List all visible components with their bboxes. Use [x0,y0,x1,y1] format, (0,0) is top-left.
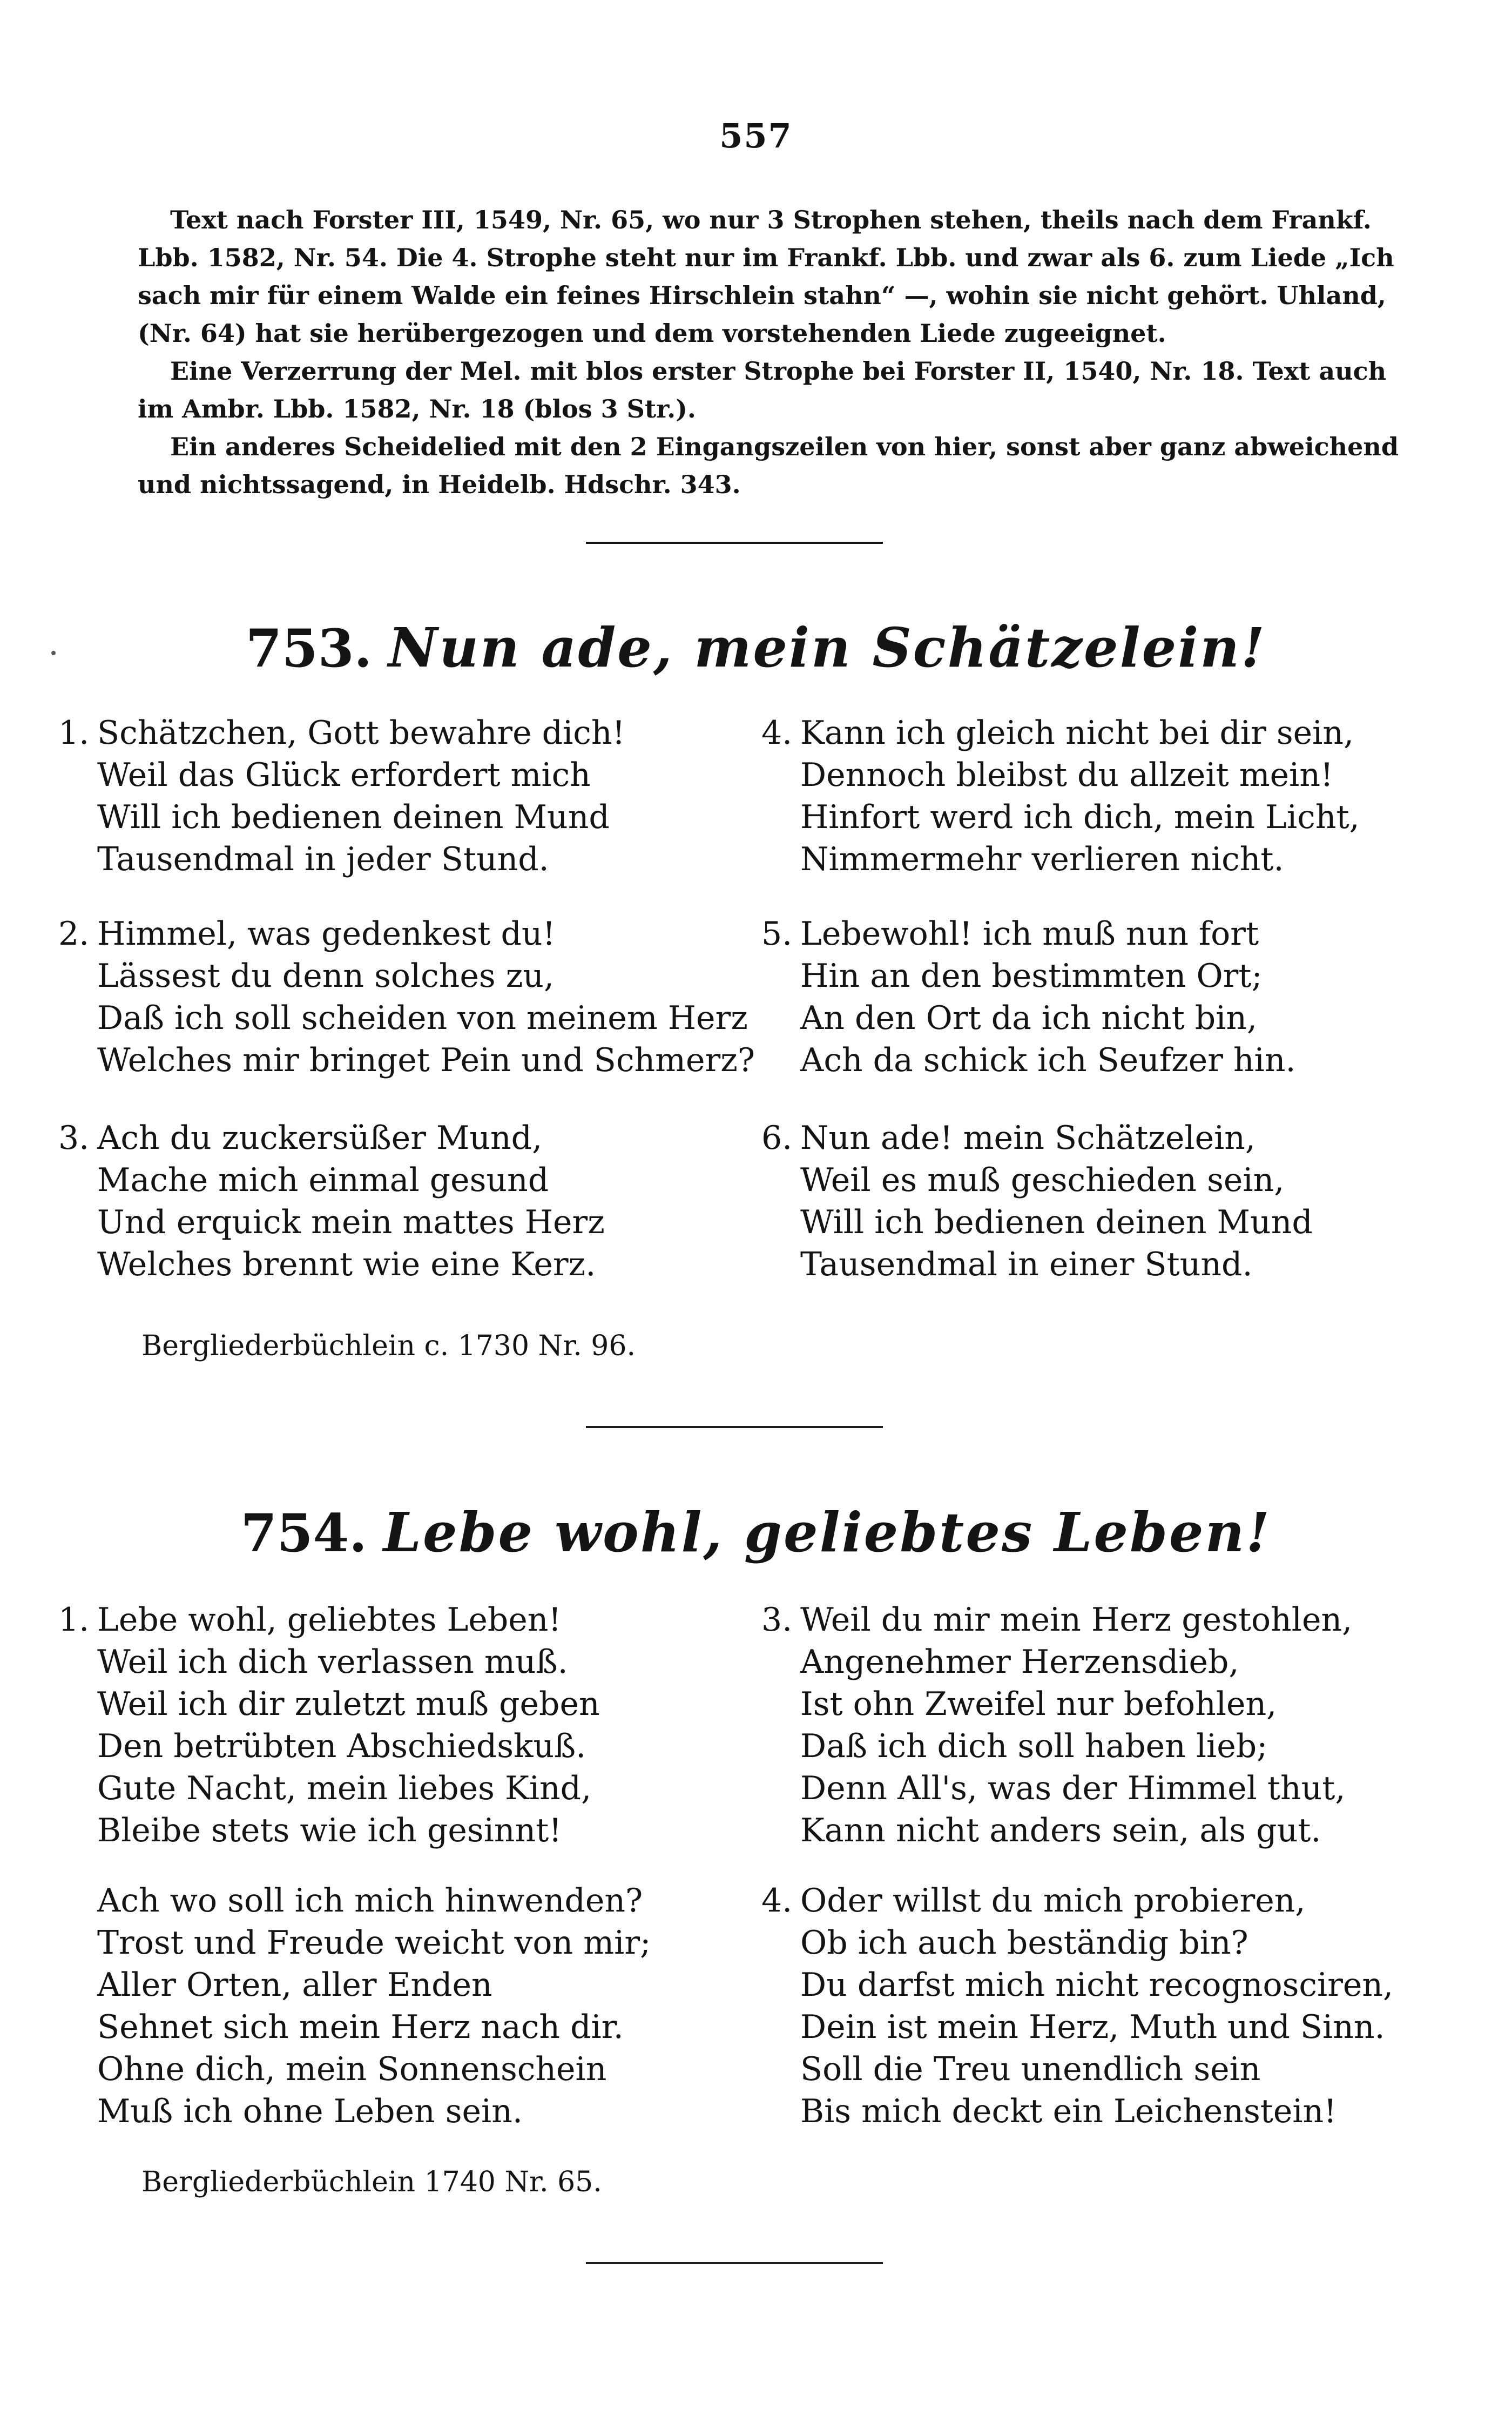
song-title: Lebe wohl, geliebtes Leben! [383,1500,1272,1564]
verse-line: An den Ort da ich nicht bin, [800,999,1258,1037]
stanza-number: 6. [761,1119,793,1157]
stanza-number: 4. [761,1882,793,1920]
note-paragraph: Text nach Forster III, 1549, Nr. 65, wo nur 3 Strophen stehen, theils nach dem Frankf. Lbb. 1582, Nr. 54. Die 4. Strophe steht nur im Frankf. Lbb. und zwar als 6. zum Liede „Ich sach mir für einem Walde ein feines Hirschlein stahn“ —, wohin sie nicht gehört. Uhland, (Nr. 64) hat sie herübergezogen und dem vorstehenden Liede zugeeignet. [138,205,1394,348]
verse-line: Ach da schick ich Seufzer hin. [800,1041,1296,1079]
verse-line: Ist ohn Zweifel nur befohlen, [800,1685,1277,1723]
section-divider [586,542,883,544]
section-divider [586,2262,883,2264]
verse-line: Tausendmal in einer Stund. [800,1246,1253,1283]
verse-line: Dennoch bleibst du allzeit mein! [800,756,1334,794]
verse-line: Will ich bedienen deinen Mund [97,798,610,836]
stanza-number: 4. [761,714,793,752]
verse-line: Kann nicht anders sein, als gut. [800,1812,1321,1849]
stanza-number: 2. [58,915,90,953]
stanza [58,913,755,1081]
verse-line: Ob ich auch beständig bin? [800,1924,1248,1962]
verse-line: Schätzchen, Gott bewahre dich! [97,714,625,752]
verse-line: Den betrübten Abschiedskuß. [97,1727,586,1765]
song-source: Bergliederbüchlein 1740 Nr. 65. [141,2166,602,2198]
verse-line: Du darfst mich nicht recognosciren, [800,1966,1394,2004]
stanza-number: 3. [58,1119,90,1157]
stanza [761,913,1296,1081]
stanza [761,1117,1313,1286]
note-paragraph: Ein anderes Scheidelied mit den 2 Eingangszeilen von hier, sonst aber ganz abweichend und nichtssagend, in Heidelb. Hdschr. 343. [138,432,1399,499]
verse-line: Welches brennt wie eine Kerz. [97,1246,596,1283]
verse-line: Soll die Treu unendlich sein [800,2050,1261,2088]
verse-line: Ohne dich, mein Sonnenschein [97,2050,607,2088]
verse-line: Ach wo soll ich mich hinwenden? [97,1882,643,1920]
stanza [58,1599,600,1852]
verse-line: Hinfort werd ich dich, mein Licht, [800,798,1360,836]
verse-line: Trost und Freude weicht von mir; [97,1924,651,1962]
verse-line: Denn All's, was der Himmel thut, [800,1769,1346,1807]
verse-line: Tausendmal in jeder Stund. [97,840,549,878]
stanza [58,1880,651,2132]
verse-line: Mache mich einmal gesund [97,1161,549,1199]
song-number: 753. [246,618,372,679]
verse-line: Weil es muß geschieden sein, [800,1161,1285,1199]
stanza-number: 1. [58,714,90,752]
verse-line: Hin an den bestimmten Ort; [800,957,1263,995]
verse-line: Und erquick mein mattes Herz [97,1203,605,1241]
verse-line: Weil ich dir zuletzt muß geben [97,1685,600,1723]
verse-line: Himmel, was gedenkest du! [97,915,556,953]
verse-line: Weil ich dich verlassen muß. [97,1643,568,1681]
verse-line: Will ich bedienen deinen Mund [800,1203,1313,1241]
song-source: Bergliederbüchlein c. 1730 Nr. 96. [141,1330,636,1362]
editorial-notes [138,201,1407,503]
verse-line: Weil du mir mein Herz gestohlen, [800,1601,1353,1639]
verse-line: Angenehmer Herzensdieb, [800,1643,1239,1681]
verse-line: Nimmermehr verlieren nicht. [800,840,1284,878]
verse-line: Ach du zuckersüßer Mund, [97,1119,543,1157]
verse-line: Muß ich ohne Leben sein. [97,2092,523,2130]
verse-line: Bis mich deckt ein Leichenstein! [800,2092,1337,2130]
stanza [761,1880,1393,2132]
page-number: 557 [719,116,793,156]
stanza-number: 1. [58,1601,90,1639]
song-753-heading [0,616,1512,679]
stanza [761,712,1360,880]
stanza [58,712,625,880]
note-paragraph: Eine Verzerrung der Mel. mit blos erster Strophe bei Forster II, 1540, Nr. 18. Text auch im Ambr. Lbb. 1582, Nr. 18 (blos 3 Str.). [138,356,1387,423]
section-divider [586,1426,883,1428]
song-title: Nun ade, mein Schätzelein! [388,616,1266,679]
verse-line: Daß ich dich soll haben lieb; [800,1727,1268,1765]
stanza [58,1117,605,1286]
song-number: 754. [240,1503,367,1564]
verse-line: Gute Nacht, mein liebes Kind, [97,1769,592,1807]
verse-line: Aller Orten, aller Enden [97,1966,492,2004]
stanza-number: 3. [761,1601,793,1639]
verse-line: Bleibe stets wie ich gesinnt! [97,1812,562,1849]
verse-line: Oder willst du mich probieren, [800,1882,1306,1920]
verse-line: Lebe wohl, geliebtes Leben! [97,1601,562,1639]
stanza [761,1599,1352,1852]
stanza-number: 5. [761,915,793,953]
verse-line: Sehnet sich mein Herz nach dir. [97,2008,624,2046]
song-754-heading [0,1500,1512,1564]
verse-line: Lebewohl! ich muß nun fort [800,915,1259,953]
verse-line: Daß ich soll scheiden von meinem Herz [97,999,748,1037]
verse-line: Lässest du denn solches zu, [97,957,555,995]
verse-line: Nun ade! mein Schätzelein, [800,1119,1256,1157]
verse-line: Kann ich gleich nicht bei dir sein, [800,714,1354,752]
verse-line: Welches mir bringet Pein und Schmerz? [97,1041,755,1079]
verse-line: Dein ist mein Herz, Muth und Sinn. [800,2008,1385,2046]
verse-line: Weil das Glück erfordert mich [97,756,591,794]
